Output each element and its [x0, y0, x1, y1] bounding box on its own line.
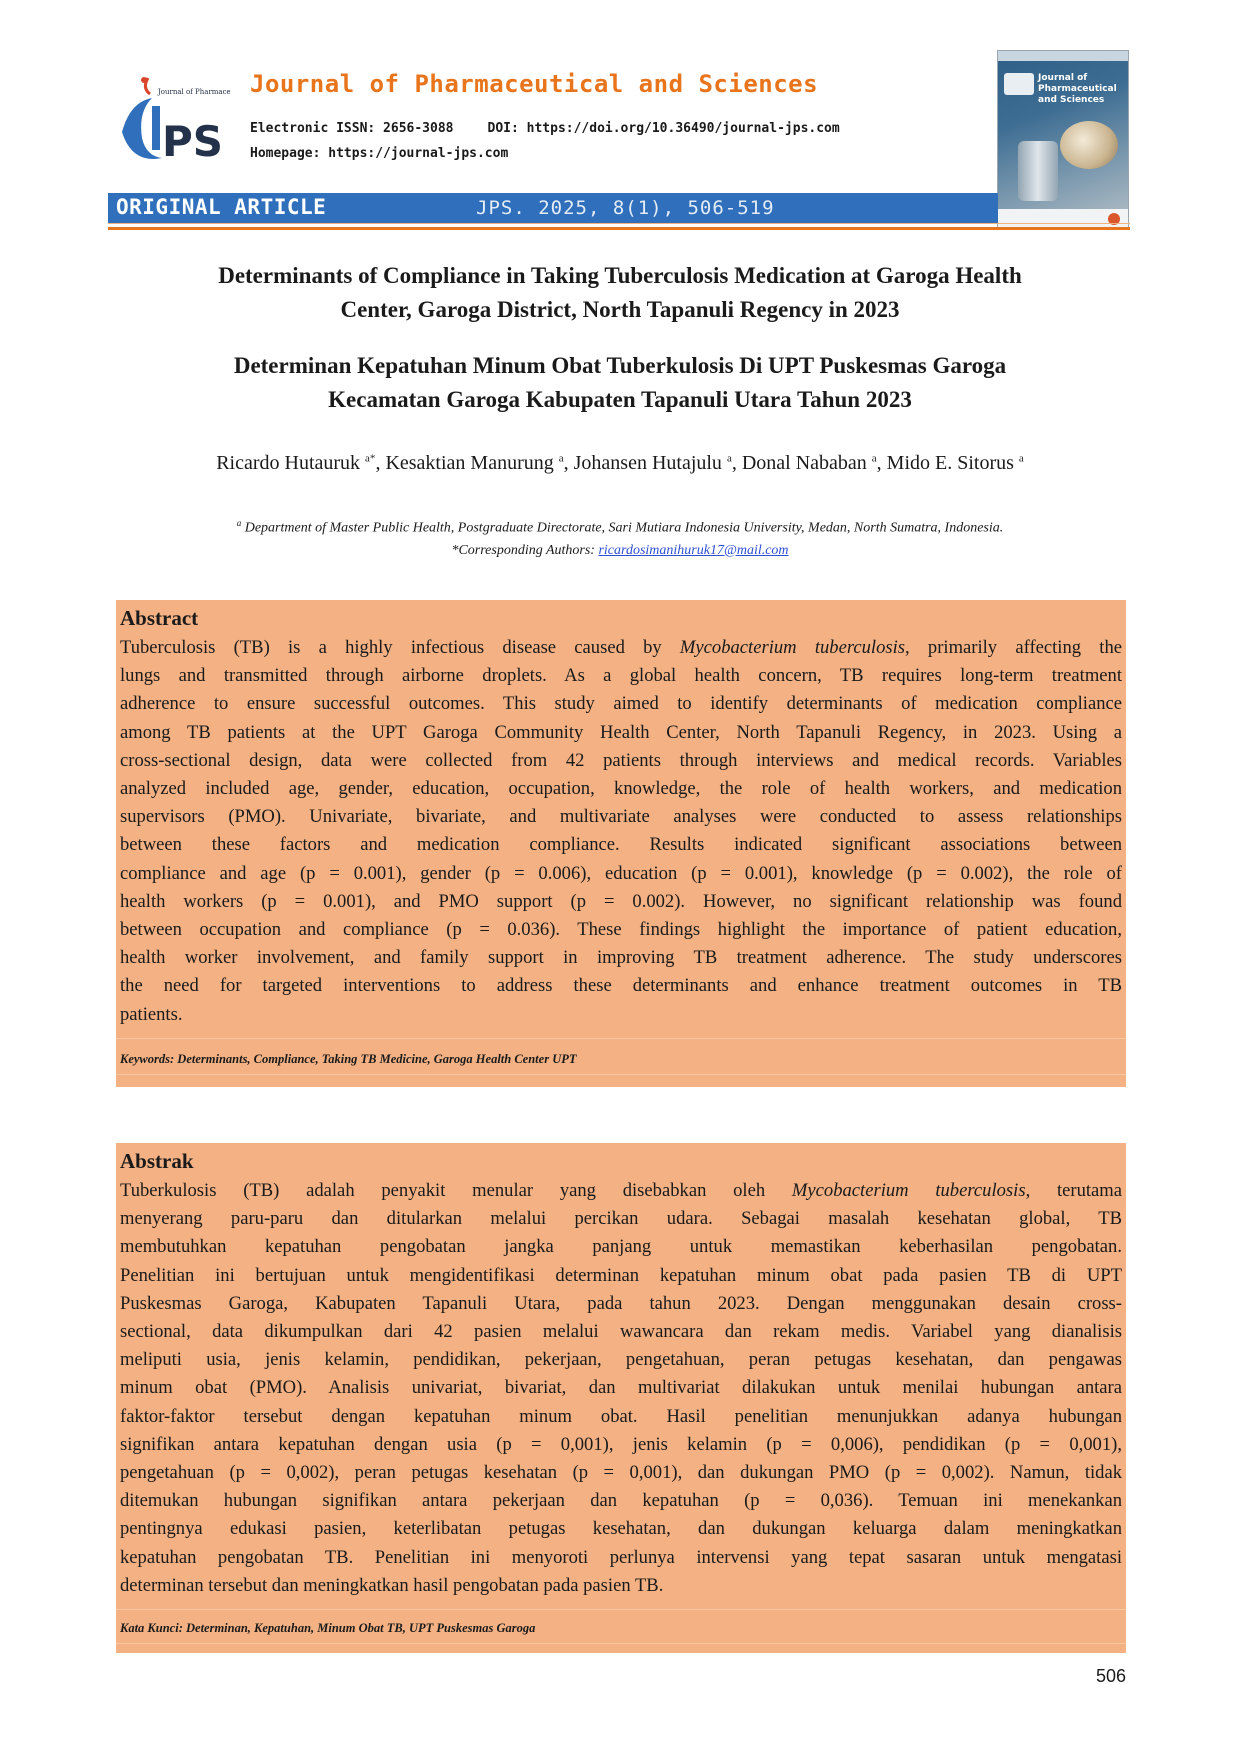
author: Donal Nababan $^a$ — [741, 452, 877, 474]
doi-link[interactable]: DOI: https://doi.org/10.36490/journal-jps.com — [487, 121, 840, 136]
kata-kunci: Kata Kunci: Determinan, Kepatuhan, Minum Obat TB, UPT Puskesmas Garoga — [120, 1621, 536, 1635]
text-line: Tuberkulosis (TB) adalah penyakit menular yang disebabkan oleh Mycobacterium tuberculosis, terutama — [120, 1180, 1123, 1201]
title-line: Determinants of Compliance in Taking Tuberculosis Medication at Garoga Health — [218, 263, 1022, 288]
indonesian-title — [130, 349, 1110, 417]
divider — [108, 227, 1130, 230]
issn: Electronic ISSN: 2656-3088 — [250, 121, 454, 136]
corresponding-email-link[interactable]: ricardosimanihuruk17@mail.com — [598, 542, 789, 558]
english-title — [130, 259, 1110, 327]
text-line: health worker involvement, and family support in improving TB treatment adherence. The study underscores — [120, 947, 1122, 969]
title-line: Kecamatan Garoga Kabupaten Tapanuli Utara Tahun 2023 — [328, 387, 912, 412]
author-list: Ricardo Hutauruk $^{a*}$, Kesaktian Manurung $^a$, Johansen Hutajulu $^a$, Donal Nababan $^a$, Mido E. Sitorus $^a$ — [216, 452, 1024, 474]
logo-small-text: Journal of Pharmace — [158, 88, 230, 96]
author: Johansen Hutajulu $^a$ — [573, 452, 732, 474]
text-line: lungs and transmitted through airborne droplets. As a global health concern, TB requires long-term treatment — [120, 665, 1122, 687]
article-type: ORIGINAL ARTICLE — [116, 195, 327, 219]
text-line: ditemukan hubungan signifikan antara pekerjaan dan kepatuhan (p = 0,036). Temuan ini menekankan — [120, 1490, 1122, 1512]
homepage-link[interactable]: Homepage: https://journal-jps.com — [250, 146, 509, 161]
abstrak-box — [116, 1143, 1126, 1653]
journal-logo — [118, 72, 230, 164]
text-line: sectional, data dikumpulkan dari 42 pasien melalui wawancara dan rekam medis. Variabel yang dianalisis — [120, 1321, 1122, 1343]
text-line: menyerang paru-paru dan ditularkan melalui percikan udara. Sebagai masalah kesehatan global, TB — [120, 1208, 1122, 1230]
text-line: health workers (p = 0.001), and PMO support (p = 0.002). However, no significant relationship was found — [120, 890, 1122, 912]
author: Ricardo Hutauruk $^{a*}$ — [216, 452, 376, 474]
title-line: Determinan Kepatuhan Minum Obat Tuberkulosis Di UPT Puskesmas Garoga — [233, 353, 1007, 378]
text-line: meliputi usia, jenis kelamin, pendidikan, pekerjaan, pengetahuan, peran petugas kesehatan, dan pengawas — [120, 1349, 1122, 1371]
abstrak-heading: Abstrak — [120, 1149, 194, 1173]
abstrak-text — [120, 1177, 1122, 1600]
meta-issn-doi — [250, 121, 840, 136]
text-line: the need for targeted interventions to address these determinants and enhance treatment outcomes in TB — [120, 975, 1122, 997]
text-line: membutuhkan kepatuhan pengobatan jangka panjang untuk memastikan keberhasilan pengobatan. — [120, 1236, 1122, 1258]
text-line: determinan tersebut dan meningkatkan hasil pengobatan pada pasien TB. — [120, 1574, 664, 1596]
text-line: minum obat (PMO). Analisis univariat, bivariat, dan multivariat dilakukan untuk menilai hubungan antara — [120, 1377, 1122, 1399]
text-line: among TB patients at the UPT Garoga Community Health Center, North Tapanuli Regency, in 2023. Using a — [120, 721, 1122, 743]
journal-cover-image — [997, 50, 1129, 230]
journal-title: Journal of Pharmaceutical and Sciences — [250, 70, 819, 98]
author: Mido E. Sitorus $^a$ — [886, 452, 1024, 474]
text-line: supervisors (PMO). Univariate, bivariate, and multivariate analyses were conducted to assess relationships — [120, 806, 1122, 828]
text-line: faktor-faktor tersebut dengan kepatuhan minum obat. Hasil penelitian menunjukkan adanya hubungan — [120, 1405, 1122, 1427]
abstract-heading: Abstract — [120, 606, 199, 630]
abstract-box — [116, 600, 1126, 1087]
text-line: signifikan antara kepatuhan dengan usia (p = 0,001), jenis kelamin (p = 0,006), pendidikan (p = 0,001), — [120, 1433, 1122, 1455]
text-line: cross-sectional design, data were collected from 42 patients through interviews and medical records. Variables — [120, 749, 1122, 771]
corresponding-label: *Corresponding Authors: — [451, 542, 599, 558]
text-line: kepatuhan pengobatan TB. Penelitian ini menyoroti perlunya intervensi yang tepat sasaran untuk mengatasi — [120, 1546, 1122, 1568]
affiliation: $^a$ Department of Master Public Health, Postgraduate Directorate, Sari Mutiara Indonesia University, Medan, North Sumatra, Indonesia. *Corresponding Authors: ricardosimanihuruk17@mail.com — [236, 518, 1004, 558]
affiliation-text: Department of Master Public Health, Postgraduate Directorate, Sari Mutiara Indonesia University, Medan, North Sumatra, Indonesia. — [244, 520, 1004, 536]
text-line: between occupation and compliance (p = 0.036). These findings highlight the importance of patient education, — [120, 919, 1122, 941]
abstract-text — [120, 634, 1122, 1029]
keywords: Keywords: Determinants, Compliance, Taking TB Medicine, Garoga Health Center UPT — [120, 1052, 577, 1066]
author: Kesaktian Manurung $^a$ — [385, 452, 564, 474]
article-type-banner — [108, 193, 998, 223]
text-line: between these factors and medication compliance. Results indicated significant associations between — [120, 834, 1122, 856]
text-line: Penelitian ini bertujuan untuk mengidentifikasi determinan kepatuhan minum obat pada pasien TB di UPT — [120, 1264, 1122, 1286]
text-line: pengetahuan (p = 0,002), peran petugas kesehatan (p = 0,001), dan dukungan PMO (p = 0,002). Namun, tidak — [120, 1462, 1122, 1484]
text-line: analyzed included age, gender, education, occupation, knowledge, the role of health workers, and medication — [120, 778, 1122, 800]
text-line: patients. — [120, 1003, 183, 1025]
cover-title: Journal of Pharmaceutical and Sciences — [1038, 73, 1117, 105]
page-number: 506 — [1096, 1666, 1127, 1686]
svg-text:PS: PS — [162, 117, 224, 164]
text-line: Puskesmas Garoga, Kabupaten Tapanuli Utara, pada tahun 2023. Dengan menggunakan desain cross- — [120, 1292, 1122, 1314]
title-line: Center, Garoga District, North Tapanuli Regency in 2023 — [340, 297, 900, 322]
text-line: pentingnya edukasi pasien, keterlibatan petugas kesehatan, dan dukungan keluarga dalam meningkatkan — [120, 1518, 1122, 1540]
divider — [108, 223, 1130, 224]
text-line: compliance and age (p = 0.001), gender (p = 0.006), education (p = 0.001), knowledge (p = 0.002), the role of — [120, 862, 1122, 884]
citation: JPS. 2025, 8(1), 506-519 — [476, 197, 775, 219]
text-line: Tuberculosis (TB) is a highly infectious disease caused by Mycobacterium tuberculosis, primarily affecting the — [120, 637, 1123, 658]
text-line: adherence to ensure successful outcomes. This study aimed to identify determinants of medication compliance — [120, 693, 1122, 715]
